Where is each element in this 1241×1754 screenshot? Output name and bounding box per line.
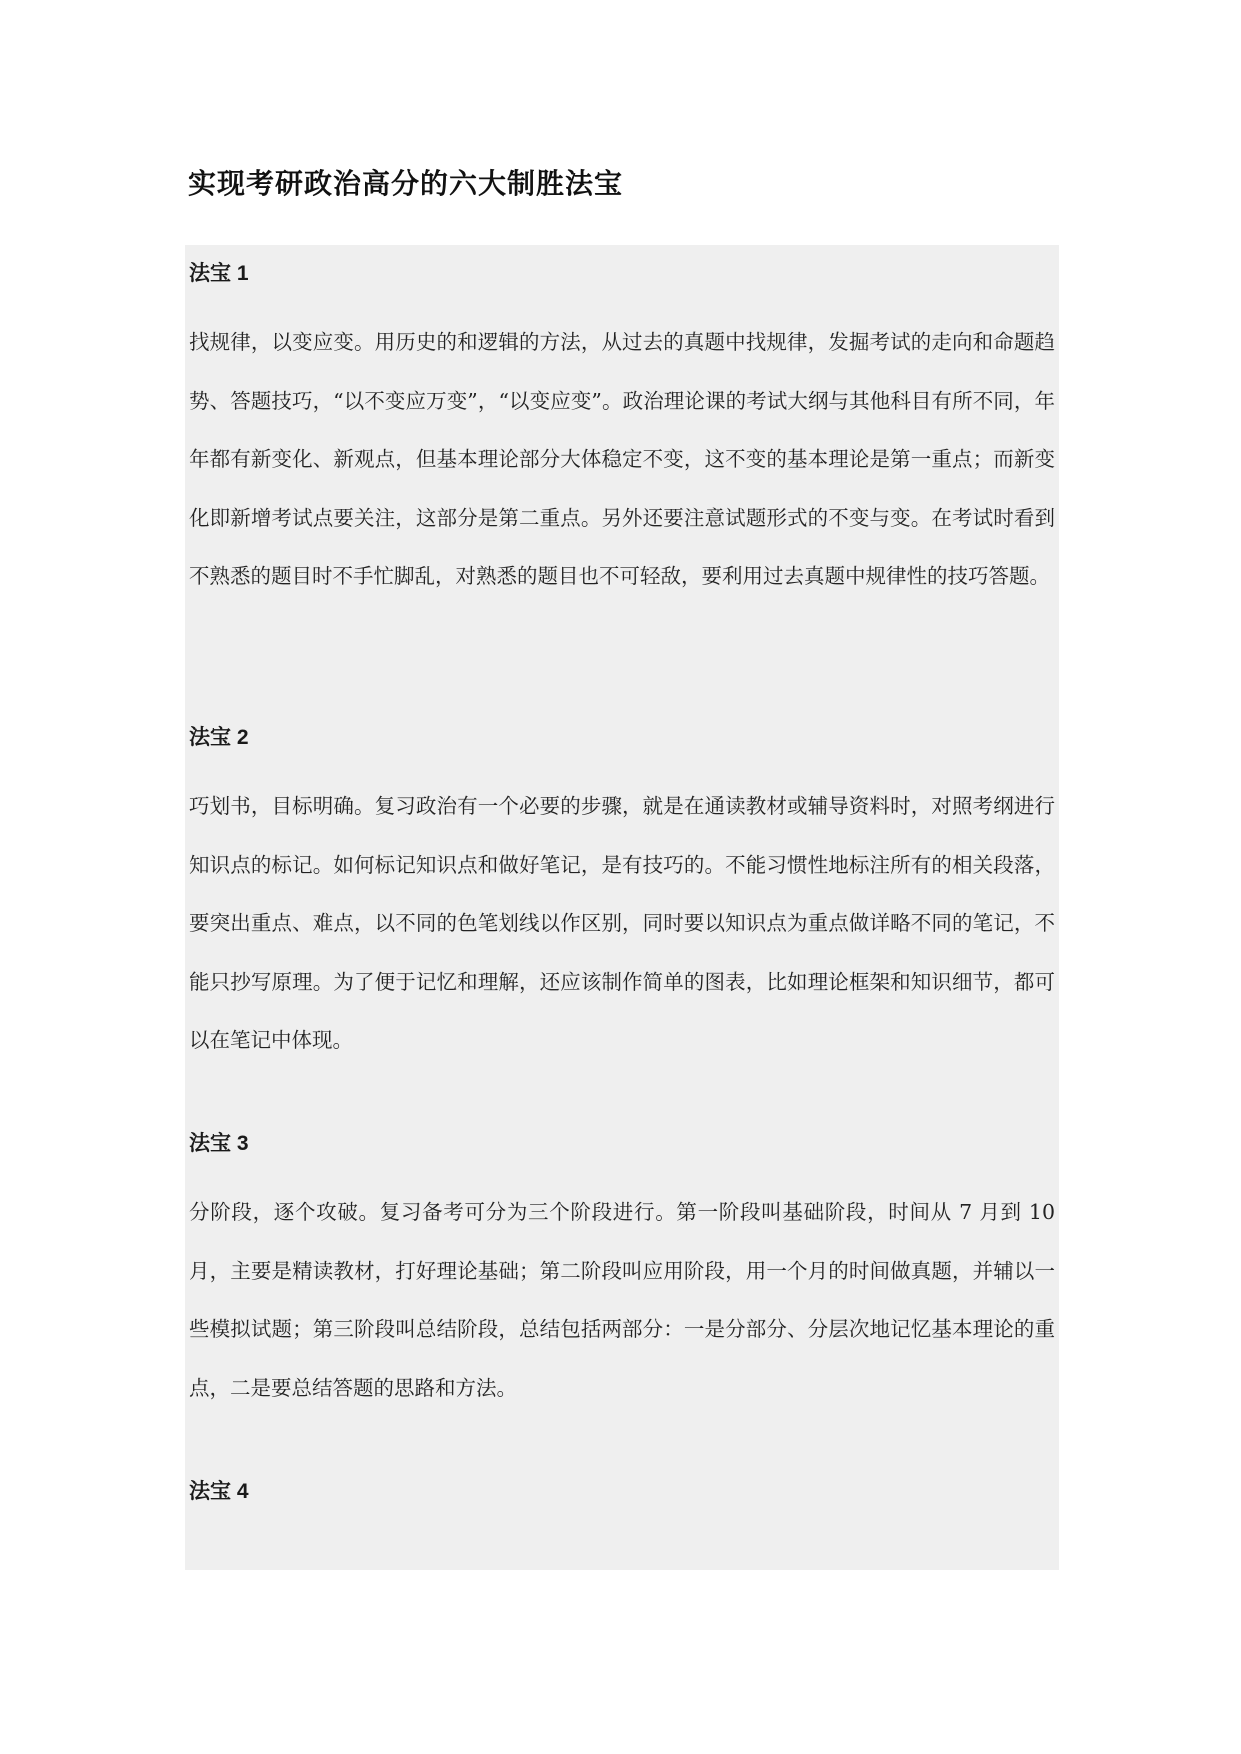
- section-label-4: 法宝 4: [189, 1480, 249, 1503]
- section-label-2: 法宝 2: [189, 726, 249, 749]
- content-box: [185, 245, 1059, 1570]
- page-title: 实现考研政治高分的六大制胜法宝: [188, 167, 624, 200]
- section-text-2: 巧划书，目标明确。复习政治有一个必要的步骤，就是在通读教材或辅导资料时，对照考纲进行知识点的标记。如何标记知识点和做好笔记，是有技巧的。不能习惯性地标注所有的相关段落，要突出重点、难点，以不同的色笔划线以作区别，同时要以知识点为重点做详略不同的笔记，不能只抄写原理。为了便于记忆和理解，还应该制作简单的图表，比如理论框架和知识细节，都可以在笔记中体现。: [189, 794, 1055, 1052]
- section-label-3: 法宝 3: [189, 1132, 249, 1155]
- section-label-1: 法宝 1: [189, 262, 249, 285]
- section-text-3: 分阶段，逐个攻破。复习备考可分为三个阶段进行。第一阶段叫基础阶段，时间从 7 月到 10 月，主要是精读教材，打好理论基础；第二阶段叫应用阶段，用一个月的时间做真题，并辅以一些模拟试题；第三阶段叫总结阶段，总结包括两部分：一是分部分、分层次地记忆基本理论的重点，二是要总结答题的思路和方法。: [189, 1200, 1055, 1400]
- section-text-1: 找规律，以变应变。用历史的和逻辑的方法，从过去的真题中找规律，发掘考试的走向和命题趋势、答题技巧，“以不变应万变”，“以变应变”。政治理论课的考试大纲与其他科目有所不同，年年都有新变化、新观点，但基本理论部分大体稳定不变，这不变的基本理论是第一重点；而新变化即新增考试点要关注，这部分是第二重点。另外还要注意试题形式的不变与变。在考试时看到不熟悉的题目时不手忙脚乱，对熟悉的题目也不可轻敌，要利用过去真题中规律性的技巧答题。: [189, 330, 1055, 588]
